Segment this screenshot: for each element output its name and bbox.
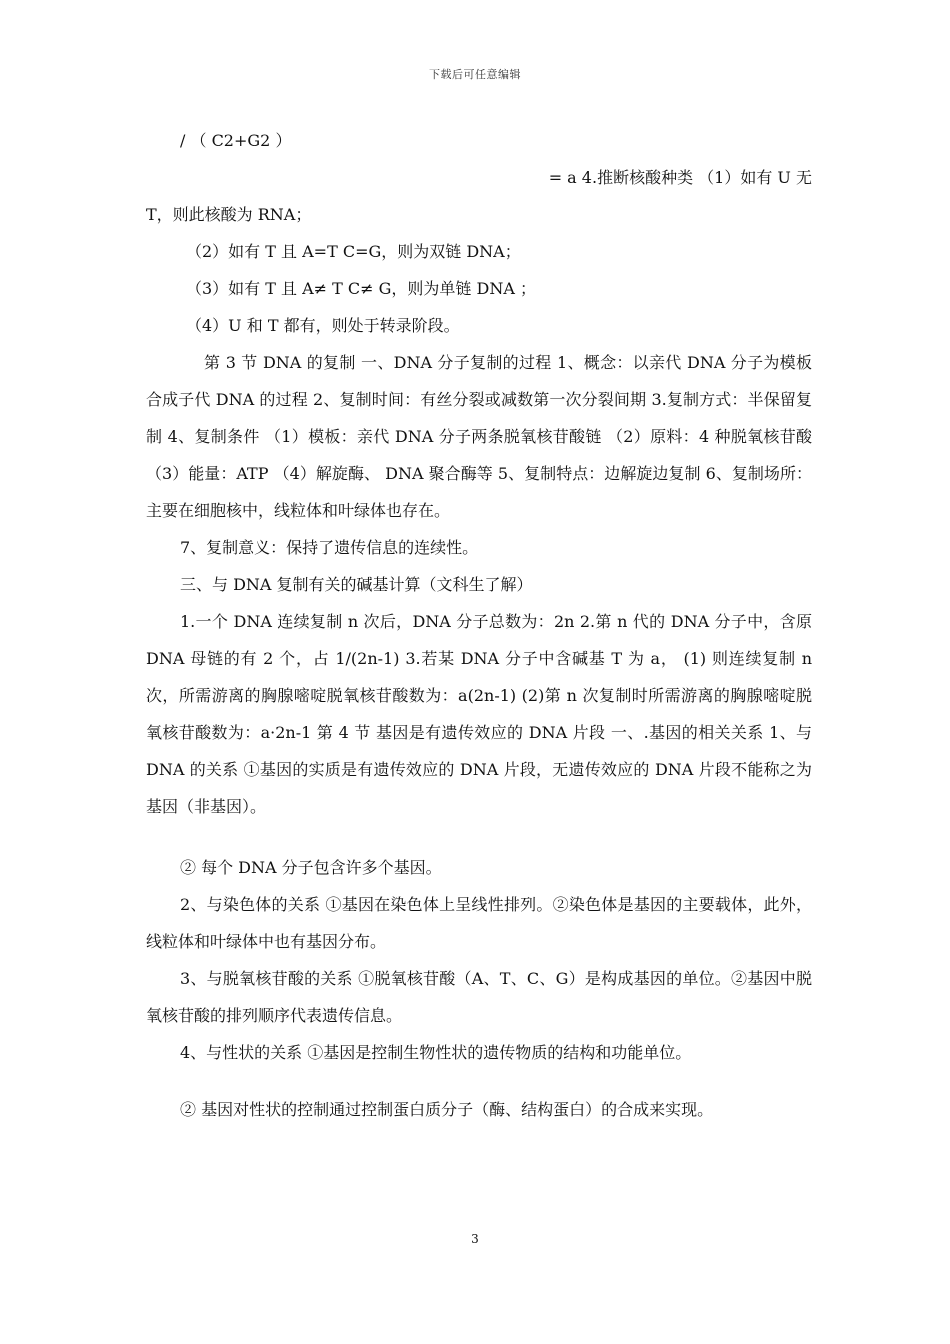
paragraph-transcription: （4）U 和 T 都有，则处于转录阶段。 xyxy=(186,316,460,335)
paragraph-rna: T，则此核酸为 RNA； xyxy=(146,205,312,224)
paragraph-dna-replication: 第 3 节 DNA 的复制 一、DNA 分子复制的过程 1、概念：以亲代 DNA 分子为模板合成子代 DNA 的过程 2、复制时间：有丝分裂或减数第一次分裂间期 3.复制方式：半保留复制 4、复制条件 （1）模板：亲代 DNA 分子两条脱氧核苷酸链 （2）原料：4 种脱氧核苷酸 （3）能量：ATP （4）解旋酶、 DNA 聚合酶等 5、复制特点：边解旋边复制 6、复制场所：主要在细胞核中，线粒体和叶绿体也存在。 xyxy=(146,353,812,520)
paragraph-double-strand: （2）如有 T 且 A=T C=G，则为双链 DNA； xyxy=(186,242,521,261)
page-number: 3 xyxy=(471,1232,479,1246)
paragraph-infer-nucleic-acid: = a 4.推断核酸种类 （1）如有 U 无 xyxy=(548,168,812,187)
paragraph-chromosome-relation: 2、与染色体的关系 ①基因在染色体上呈线性排列。②染色体是基因的主要载体，此外，线粒体和叶绿体中也有基因分布。 xyxy=(146,895,812,951)
paragraph-base-calculation: 1.一个 DNA 连续复制 n 次后，DNA 分子总数为：2n 2.第 n 代的 DNA 分子中，含原 DNA 母链的有 2 个，占 1/(2n-1) 3.若某 DNA 分子中含碱基 T 为 a， (1) 则连续复制 n 次，所需游离的胸腺嘧啶脱氧核苷酸数为：a(2n-1) (2)第 n 次复制时所需游离的胸腺嘧啶脱氧核苷酸数为：a·2n-1 第 4 节 基因是有遗传效应的 DNA 片段 一、.基因的相关关系 1、与 DNA 的关系 ①基因的实质是有遗传效应的 DNA 片段，无遗传效应的 DNA 片段不能称之为基因（非基因）。 xyxy=(146,612,812,816)
formula-line: / （ C2+G2 ） xyxy=(180,131,292,150)
paragraph-nucleotide-relation: 3、与脱氧核苷酸的关系 ①脱氧核苷酸（A、T、C、G）是构成基因的单位。②基因中脱氧核苷酸的排列顺序代表遗传信息。 xyxy=(146,969,812,1025)
paragraph-trait-relation: 4、与性状的关系 ①基因是控制生物性状的遗传物质的结构和功能单位。 xyxy=(180,1043,692,1062)
spacer xyxy=(146,1071,812,1091)
document-body xyxy=(146,122,812,1128)
paragraph-replication-significance: 7、复制意义：保持了遗传信息的连续性。 xyxy=(180,538,479,557)
paragraph-single-strand: （3）如有 T 且 A≠ T C≠ G，则为单链 DNA ； xyxy=(186,279,536,298)
page-header: 下载后可任意编辑 xyxy=(429,68,521,81)
paragraph-many-genes: ② 每个 DNA 分子包含许多个基因。 xyxy=(180,858,442,877)
spacer xyxy=(146,825,812,849)
paragraph-protein-control: ② 基因对性状的控制通过控制蛋白质分子（酶、结构蛋白）的合成来实现。 xyxy=(180,1100,714,1119)
section-heading-base-calculation: 三、与 DNA 复制有关的碱基计算（文科生了解） xyxy=(180,575,533,594)
